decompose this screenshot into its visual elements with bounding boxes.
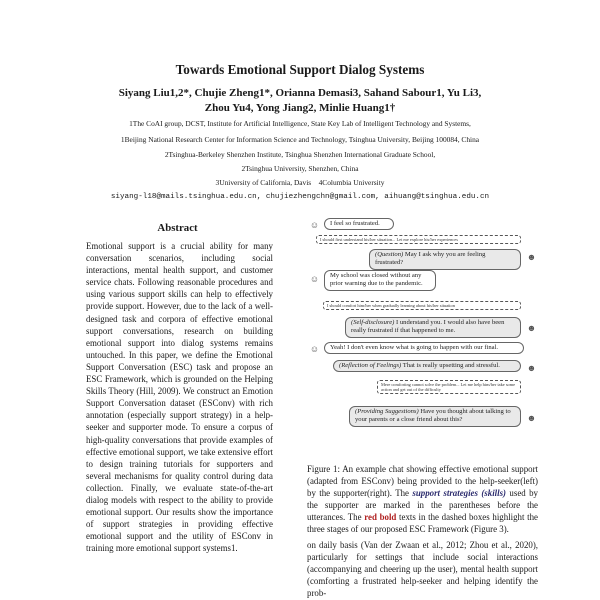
message-text: Yeah! I don't even know what is going to happen with our final. (330, 344, 499, 351)
author-emails: siyang-l18@mails.tsinghua.edu.cn, chujiezhengchn@gmail.com, aihuang@tsinghua.edu.cn (110, 193, 490, 201)
message-text: That is really upsetting and stressful. (402, 362, 500, 369)
message-text: I understand you. I would also have been really frustrated if that happened to me. (351, 319, 505, 335)
supporter-avatar-icon: ☻ (526, 363, 537, 373)
intro-continuation (307, 539, 538, 599)
abstract-body (86, 240, 273, 554)
note-text: I should first understand his/her situation... Let me explore his/her experiences (320, 237, 458, 242)
strategy-label: (Question) (375, 251, 404, 258)
abstract-text: Emotional support is a crucial ability for many conversation scenarios, including social interactions, mental health support, and customer service chats. Following reasonable procedures and using various support skills can help to effectively provide support. However, due to the lack of a well-designed task and corpora of effective emotional support conversations, research on building emotional support into dialog systems remains untouched. In this paper, we define the Emotional Support Conversation (ESC) task and propose an ESC Framework, which is grounded on the Helping Skills Theory (Hill, 2009). We construct an Emotion Support Conversation dataset (ESConv) with rich annotation (especially support strategy) in a help-seeker and supporter mode. To ensure a corpus of high-quality conversations that provide examples of effective emotional support, we take extensive effort to design training tutorials for supporters and several mechanisms for quality control during data collection. Finally, we evaluate state-of-the-art dialog models with respect to the ability to provide emotional support. Our results show the importance of support strategies in providing effective emotional support and the utility of ESConv in training more emotional support systems1. (86, 241, 273, 554)
supporter-avatar-icon: ☻ (526, 252, 537, 262)
stage-note (323, 301, 521, 310)
authors-line-2: Zhou Yu4, Yong Jiang2, Minlie Huang1† (204, 102, 396, 114)
seeker-avatar-icon: ☺ (309, 344, 320, 354)
supporter-avatar-icon: ☻ (526, 413, 537, 423)
message-text: I feel so frustrated. (330, 220, 380, 227)
paper-title: Towards Emotional Support Dialog Systems (175, 62, 425, 77)
caption-strategies: support strategies (skills) (412, 488, 507, 499)
abstract-heading: Abstract (157, 222, 198, 234)
stage-note (377, 380, 521, 394)
caption-red: red bold (364, 512, 397, 523)
figure-chat-example (307, 217, 537, 455)
note-text: I should comfort him/her when gradually learning about his/her situation (327, 303, 455, 308)
affiliation-2: 1Beijing National Research Center for Information Science and Technology, Tsinghua University, Beijing 100084, China (120, 135, 480, 144)
message-text: May I ask why you are feeling frustrated? (375, 251, 486, 267)
message-text: My school was closed without any prior warning due to the pandemic. (330, 272, 423, 288)
seeker-avatar-icon: ☺ (309, 220, 320, 230)
seeker-message (324, 270, 436, 291)
stage-note (316, 235, 521, 244)
note-text: Mere comforting cannot solve the problem... Let me help him/her take some action and get out of the difficulty (381, 382, 516, 392)
figure-caption (307, 463, 538, 536)
supporter-message (369, 249, 521, 270)
supporter-message (349, 406, 521, 427)
caption-lead: Figure 1: An example chat showing effective emotional support (adapted from ESConv) being provided to the help-seeker(left) by the supporter(right). The (307, 464, 538, 499)
affiliation-5: 3University of California, Davis 4Columbia University (215, 178, 385, 187)
affiliation-1: 1The CoAI group, DCST, Institute for Artificial Intelligence, State Key Lab of Intelligent Technology and Systems, (129, 119, 471, 128)
strategy-label: (Reflection of Feelings) (339, 362, 402, 369)
seeker-message (324, 218, 394, 230)
supporter-message (333, 360, 521, 372)
strategy-label: (Self-disclosure) (351, 319, 395, 326)
supporter-avatar-icon: ☻ (526, 323, 537, 333)
affiliation-3: 2Tsinghua-Berkeley Shenzhen Institute, Tsinghua Shenzhen International Graduate School, (164, 150, 436, 159)
authors-line-1: Siyang Liu1,2*, Chujie Zheng1*, Orianna Demasi3, Sahand Sabour1, Yu Li3, (118, 87, 482, 99)
seeker-message (324, 342, 524, 354)
caption-tail: texts in the dashed boxes highlight the three stages of our proposed ESC Framework (Figure 3). (307, 512, 538, 535)
message-text: Have you thought about talking to your parents or a close friend about this? (355, 408, 511, 424)
affiliation-4: 2Tsinghua University, Shenzhen, China (241, 164, 359, 173)
caption-mid: used by the supporter are marked in the parentheses before the utterances. The (307, 488, 538, 523)
body-text: on daily basis (Van der Zwaan et al., 2012; Zhou et al., 2020), particularly for settings that include social interactions (accompanying and cheering up the user), mental health support (comforting a frustrated help-seeker and helping identify the prob- (307, 540, 538, 599)
supporter-message (345, 317, 521, 338)
strategy-label: (Providing Suggestions) (355, 408, 419, 415)
seeker-avatar-icon: ☺ (309, 274, 320, 284)
